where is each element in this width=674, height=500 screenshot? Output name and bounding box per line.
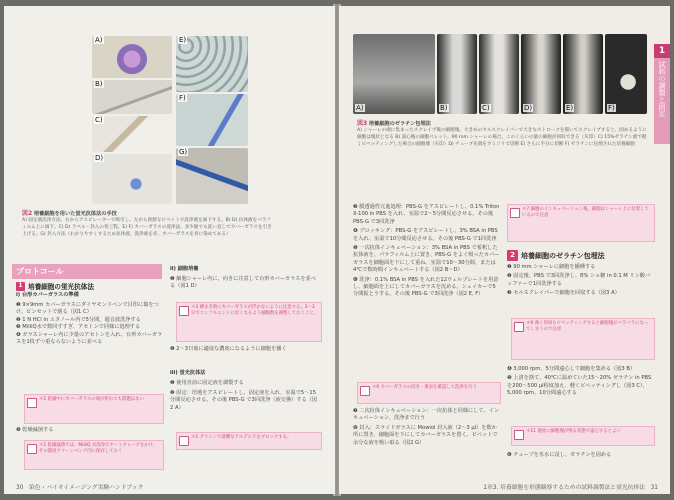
step-8-mount: ❽ 封入：スライドガラスに Mowiol 封入液（2〜3 μl）を数か所に置き、細胞面を下にしてカバーガラスを置く。ピペットで余分な液を吸い取る（図2 G） xyxy=(353,424,498,446)
memo-icon xyxy=(27,444,37,454)
step-1: ❶ 9×9mm カバーガラスにダイヤモンドペンで目印に傷をつけ、ピンセットで割る（図1 C） xyxy=(16,302,159,316)
note-2: ＊2 乾燥滅菌では、MilliQ 水洗浄でオートクレーブをかけ、その都度クリーンベンチ内に保存しておく xyxy=(24,440,164,470)
photo-b: B) xyxy=(92,80,172,114)
gel-step-6: ❻ チューブを氷水に浸し、ゼラチンを固める xyxy=(507,452,612,458)
memo-icon xyxy=(27,398,37,408)
chapter-tab: 1 試料の調製と固定 xyxy=(654,44,670,144)
note-r3: ＊9 強く何回もピペッティングすると細胞塊がバラバラになってしまうので注意 xyxy=(511,318,655,360)
memo-icon xyxy=(179,436,189,446)
memo-icon xyxy=(514,430,524,440)
subsection-i-title: i) 台形カバーガラスの準備 xyxy=(16,292,79,298)
right-page-left-column xyxy=(353,204,501,299)
footer-right: 1章3. 培養細胞を形態観察するための試料調製法と蛍光抗体法 31 xyxy=(483,485,658,491)
step-6-wash: ❻ 洗浄：0.1% BSA in PBS を入れた12ウェルプレートを用意し、細胞面を上にしてカバーガラスを沈める。シェイカーで5分間振とうする。その後 PBS-G で3回洗浄（図2 E, F） xyxy=(353,276,499,298)
fig3-photo-b: B) xyxy=(437,34,477,114)
photo-a: A) xyxy=(92,36,172,78)
protocol-header: プロトコール xyxy=(12,264,162,279)
step-3-permeabilize: ❸ 膜透過性亢進処理：PBS-G をアスピレートし、0.1% Triton X-100 in PBS を入れ、室温で2〜5分間反応させる。その後 PBS-G で3回洗浄 xyxy=(353,204,500,225)
fig3-photo-e: E) xyxy=(563,34,603,114)
figure2-caption: 図2 培養細胞を用いた蛍光抗体法の手技 A) 固定液洗浄方法、右からアスピレーターで吸引し、左から新鮮なピペットで洗浄液を滴下する。B) D) 抗体液をパラフィルム上に滴下。C) D) ラベル・封入の各工程。E) F) カバーガラスの洗浄法、多少縦でも洗い直しでカバーガラスを引き上げる。G) 封入方法（わかりやすくするため抗体液、洗浄液を赤、カバーガラスを青に染めてある） xyxy=(22,210,272,237)
sub2-step-1: ❶ 細胞シャーレ内に、向きに注意して台形カバーガラスを並べる（図1 D） xyxy=(170,276,316,290)
right-page-left-column-2 xyxy=(353,408,501,447)
photo-e: E) xyxy=(176,36,248,92)
steps-list-left xyxy=(16,302,164,346)
sub3-step-1: ❶ 使用直前に固定液を調製する xyxy=(170,380,244,386)
fig3-photo-c: C) xyxy=(479,34,519,114)
footer-left: 30 染色・バイオイメージング実験ハンドブック xyxy=(16,485,144,491)
gel-step-4: ❹ 3,000 rpm、5分間遠心して細胞を集める（図3 B） xyxy=(507,366,636,372)
subsection-ii-title: ii) 細胞培養 xyxy=(170,266,199,272)
step-7-secondary: ❼ 二次抗体インキュベーション：一次抗体と同様にして、インキュベーション、洗浄まで行う xyxy=(353,408,500,422)
photo-c: C) xyxy=(92,116,172,152)
gelatin-steps-2 xyxy=(507,366,655,398)
memo-icon xyxy=(514,322,524,332)
subsection-iii-title: iii) 蛍光抗体法 xyxy=(170,370,206,376)
fig3-photo-a: A) xyxy=(353,34,435,114)
step-4-blocking: ❹ ブロッキング：PBS-G をアスピレートし、3% BSA in PBS を入れ、室温で10分間反応させる。その後 PBS-G で1回洗浄 xyxy=(353,228,498,242)
note-r1: ＊6 カバーガラスの向き・裏表を確認して洗浄を行う xyxy=(357,382,501,404)
memo-icon xyxy=(510,208,520,218)
left-page xyxy=(4,6,335,494)
sub2-step-2: ❷ 2〜3日後に適度な濃度になるように細胞を播く xyxy=(170,346,287,352)
photo-f: F) xyxy=(176,94,248,146)
section1-title: 1 培養細胞の蛍光抗体法 xyxy=(16,281,94,291)
gel-step-2: ❷ 固定後、PBS で3回洗浄し、8% ショ糖 in 0.1 M リン酸バッファーで1回洗浄する xyxy=(507,273,651,287)
step-5-primary-antibody: ❺ 一次抗体インキュベーション：3% BSA in PBS で希釈した抗体液を、パラフィルム上に置き、PBS-G をよく吸ったカバーガラスを細胞面を下にして重ね、室温で10〜30分間、または4℃で数時間インキュベートする（図2 B〜D） xyxy=(353,245,500,274)
gel-step-3: ❸ セルスクレイパーで細胞を回収する（図3 A） xyxy=(507,290,620,297)
note-r2: ＊7 細胞のインキュベーション後、細胞はシャーレ上に付着しているので注意 xyxy=(507,204,655,242)
photo-g: G) xyxy=(176,148,248,204)
step-2: ❷ 1 N HCl in エタノール内で5分間、超音波洗浄する xyxy=(16,316,141,323)
section2-title: 2 培養細胞のゼラチン包埋法 xyxy=(507,250,605,261)
gelatin-steps xyxy=(507,264,655,298)
step-4: ❹ ガラスシャーレ内に少量のアセトンを入れ、台形カバーガラスを1枚ずつ重ならないように並べる xyxy=(16,331,163,346)
note-1: ＊1 乾燥中にカバーガラスの端が折れても問題はない xyxy=(24,394,164,424)
photo-d: D) xyxy=(92,154,172,204)
note-r4: ＊11 適度に細胞塊が残る状態で遠心するとよい xyxy=(511,426,655,446)
memo-icon xyxy=(360,386,370,396)
note-4: ＊5 グリシンで過剰なアルデヒドをブロックする。 xyxy=(176,432,322,450)
figure3-caption: 図3 培養細胞のゼラチン包埋法 A) シャーレの端に集まったスクレイプ後の細胞塊。大きめのセルスクレイパーで大きなストロークを描いてスクレイプすると、固めるように細胞は塊状となる B) 湯心後の細胞ペレット。90 mm シャーレの場合、このくらいの量の細胞が回収できる（矢印）C) 15%ゼラチン液で軽くピペッティングした場合の細胞塊（矢印）D) チューブ先端をカミソリで切断 E) さらに半分に切断 F) ゼラチンに包埋された培養細胞 xyxy=(357,120,647,147)
right-page xyxy=(339,6,670,494)
sub3-step-2: ❷ 固定：培地をアスピレートし、固定液を入れ、室温で5〜15分間反応させる。その後 PBS-G で3回洗浄（液交換）する（図2 A） xyxy=(170,390,318,411)
step-5: ❺ 乾燥滅菌する xyxy=(16,427,54,433)
gel-step-5: ❺ 上清を捨て、40℃に温めていた15〜20% ゼラチン in PBS を200〜500 μl程度加え、軽くピペッティングし（図3 C）、5,000 rpm、10分間遠心する xyxy=(507,375,652,397)
fig3-photo-d: D) xyxy=(521,34,561,114)
fig3-photo-f: F) xyxy=(605,34,647,114)
memo-icon xyxy=(179,306,189,316)
step-3: ❸ MilliQ水で数回すすぎ、アセトンで同様に処理する xyxy=(16,324,141,331)
note-3: ＊3 種まき時にカバーガラスが浮かないように注意する。2〜3日でコンフルエントに近くなるよう細胞数を調整しておくこと。 xyxy=(176,302,322,342)
gel-step-1: ❶ 90 mm シャーレに細胞を播種する xyxy=(507,264,596,270)
